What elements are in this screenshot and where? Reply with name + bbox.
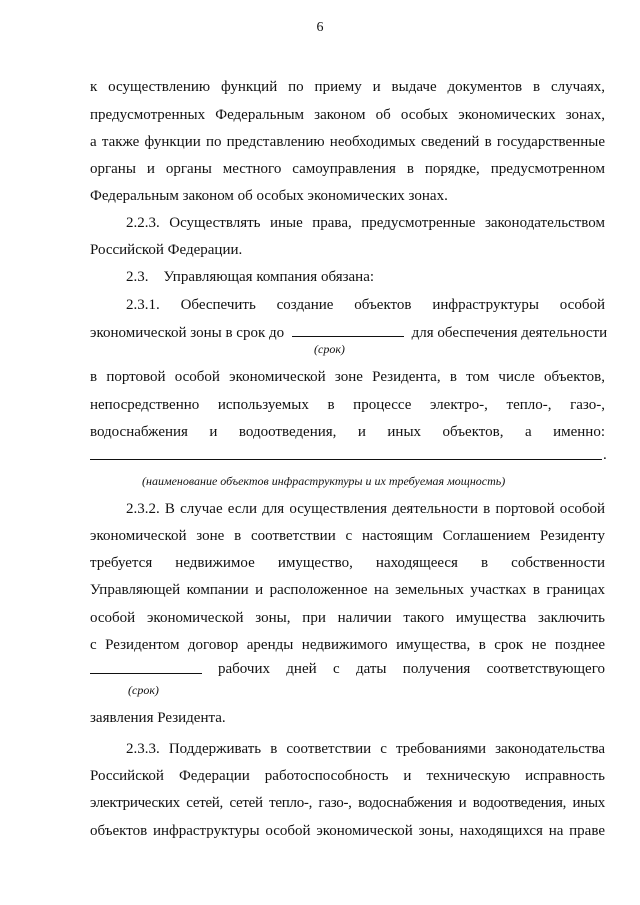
infrastructure-blank — [90, 458, 602, 460]
page-number: 6 — [316, 20, 324, 35]
term-caption: (срок) — [128, 683, 159, 697]
text-line: 2.3. Управляющая компания обязана: — [126, 269, 375, 285]
text-line: непосредственно используемых в процессе электро-, тепло-, газо-, — [90, 397, 605, 413]
text-fragment: экономической зоны в срок до — [90, 325, 285, 341]
text-line: 2.3.3. Поддерживать в соответствии с требованиями законодательства — [126, 741, 605, 757]
text-line: Российской Федерации работоспособность и техническую исправность — [90, 768, 605, 784]
text-line: 2.3.2. В случае если для осуществления деятельности в портовой особой — [126, 501, 605, 517]
text-line: электрических сетей, сетей тепло-, газо-, водоснабжения и водоотведения, иных — [90, 795, 605, 811]
text-line: а также функции по представлению необходимых сведений в государственные — [90, 134, 605, 150]
text-line: Федеральным законом об особых экономических зонах. — [90, 188, 448, 204]
text-line: Управляющей компании и расположенное на земельных участках в границах — [90, 582, 605, 598]
text-line: рабочих дней с даты получения соответствующего — [218, 661, 605, 677]
text-line: к осуществлению функций по приему и выдаче документов в случаях, — [90, 79, 605, 95]
term-blank — [292, 323, 404, 337]
text-line: предусмотренных Федеральным законом об особых экономических зонах, — [90, 107, 605, 123]
text-fragment: для обеспечения деятельности — [411, 325, 608, 341]
text-line: объектов инфраструктуры особой экономической зоны, находящихся на праве — [90, 823, 605, 839]
text-line — [90, 323, 608, 342]
text-line: с Резидентом договор аренды недвижимого имущества, в срок не позднее — [90, 637, 605, 653]
text-line: 2.3.1. Обеспечить создание объектов инфраструктуры особой — [126, 297, 605, 313]
text-line: заявления Резидента. — [90, 710, 226, 726]
text-line: особой экономической зоны, при наличии такого имущества заключить — [90, 610, 605, 626]
text-line: водоснабжения и водоотведения, и иных объектов, а именно: — [90, 424, 605, 440]
text-line: Российской Федерации. — [90, 242, 243, 258]
text-line: экономической зоне в соответствии с настоящим Соглашением Резиденту — [90, 528, 605, 544]
text-line: органы и органы местного самоуправления в порядке, предусмотренном — [90, 161, 605, 177]
text-line: в портовой особой экономической зоне Резидента, в том числе объектов, — [90, 369, 605, 385]
term-blank — [90, 660, 202, 674]
line-end-period: . — [603, 447, 607, 463]
term-caption: (срок) — [314, 342, 345, 356]
text-line: требуется недвижимое имущество, находящееся в собственности — [90, 555, 605, 571]
text-line: 2.2.3. Осуществлять иные права, предусмотренные законодательством — [126, 215, 605, 231]
infrastructure-caption: (наименование объектов инфраструктуры и их требуемая мощность) — [142, 474, 506, 488]
